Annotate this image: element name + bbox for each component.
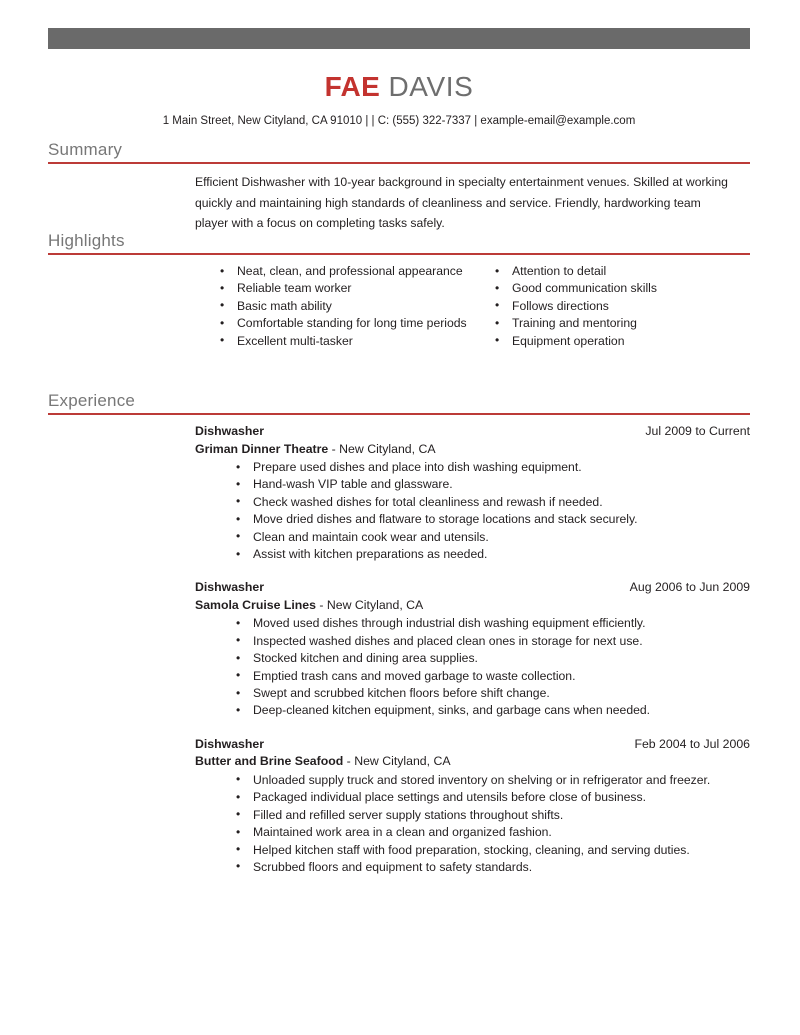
experience-company-name: Griman Dinner Theatre [195, 441, 329, 456]
experience-bullet-item: • Filled and refilled server supply stations throughout shifts. [236, 807, 750, 824]
experience-bullet-item: • Hand-wash VIP table and glassware. [236, 476, 750, 493]
experience-company-location: - New Cityland, CA [343, 754, 451, 769]
experience-bullet-item: • Check washed dishes for total cleanliness and rewash if needed. [236, 494, 750, 511]
highlights-column-right [495, 263, 750, 350]
experience-dates: Jul 2009 to Current [645, 424, 750, 438]
experience-company-row [195, 753, 750, 771]
experience-entry [195, 579, 750, 719]
experience-bullet-item: • Unloaded supply truck and stored inventory on shelving or in refrigerator and freezer. [236, 772, 750, 789]
highlight-item: • Excellent multi-tasker [220, 333, 475, 350]
experience-dates: Aug 2006 to Jun 2009 [629, 580, 750, 595]
experience-company-row [195, 441, 750, 459]
experience-entry [195, 736, 750, 876]
section-summary-title: Summary [48, 140, 123, 159]
section-experience [48, 391, 750, 876]
experience-bullet-item: • Inspected washed dishes and placed clean ones in storage for next use. [236, 633, 750, 650]
experience-job-title: Dishwasher [195, 580, 265, 595]
experience-company-name: Butter and Brine Seafood [195, 754, 344, 769]
highlights-list-right [495, 263, 750, 350]
last-name: DAVIS [388, 71, 474, 102]
highlight-item: • Training and mentoring [495, 315, 750, 332]
page-title [48, 70, 750, 104]
highlight-item: • Neat, clean, and professional appearance [220, 263, 475, 280]
experience-bullet-item: • Prepare used dishes and place into dish washing equipment. [236, 459, 750, 476]
section-highlights-body [48, 255, 750, 383]
experience-bullet-item: • Emptied trash cans and moved garbage to waste collection. [236, 668, 750, 685]
experience-bullet-item: • Deep-cleaned kitchen equipment, sinks, and garbage cans when needed. [236, 702, 750, 719]
experience-bullet-item: • Packaged individual place settings and utensils before close of business. [236, 789, 750, 806]
highlight-item: • Reliable team worker [220, 280, 475, 297]
experience-company-location: - New Cityland, CA [328, 441, 436, 456]
highlights-column-left [220, 263, 475, 350]
header-accent-band [48, 28, 750, 49]
highlights-columns [195, 263, 750, 383]
experience-bullet-list [195, 772, 750, 876]
experience-bullet-list [195, 459, 750, 563]
summary-paragraph: Efficient Dishwasher with 10-year background in specialty entertainment venues. Skilled at working quickly and maintaining high standards of cleanliness and service. Friendly, hardworking team player with a focus on completing tasks safely. [195, 175, 728, 230]
experience-bullet-item: • Moved used dishes through industrial dish washing equipment efficiently. [236, 615, 750, 632]
experience-company-row [195, 597, 750, 615]
experience-title-row [195, 579, 750, 597]
experience-entry [195, 423, 750, 563]
experience-bullet-item: • Assist with kitchen preparations as needed. [236, 546, 750, 563]
highlight-item: • Comfortable standing for long time periods [220, 315, 475, 332]
highlight-item: • Good communication skills [495, 280, 750, 297]
highlights-list-left [220, 263, 475, 350]
experience-dates: Feb 2004 to Jul 2006 [634, 736, 750, 751]
experience-bullet-item: • Maintained work area in a clean and organized fashion. [236, 824, 750, 841]
first-name: FAE [324, 71, 381, 102]
experience-bullet-item: • Helped kitchen staff with food preparation, stocking, cleaning, and serving duties. [236, 842, 750, 859]
experience-bullet-item: • Stocked kitchen and dining area supplies. [236, 650, 750, 667]
experience-company-location: - New Cityland, CA [315, 597, 424, 612]
experience-job-title: Dishwasher [195, 424, 265, 438]
highlight-item: • Equipment operation [495, 333, 750, 350]
experience-bullet-item: • Clean and maintain cook wear and utensils. [236, 529, 750, 546]
experience-title-row [195, 423, 750, 441]
highlight-item: • Basic math ability [220, 298, 475, 315]
highlight-item: • Follows directions [495, 298, 750, 315]
experience-job-list [195, 423, 750, 876]
experience-title-row [195, 736, 750, 754]
section-experience-title: Experience [48, 391, 136, 410]
experience-bullet-item: • Move dried dishes and flatware to storage locations and stack securely. [236, 511, 750, 528]
section-summary [48, 140, 750, 234]
experience-company-name: Samola Cruise Lines [195, 597, 316, 612]
experience-bullet-list [195, 615, 750, 719]
section-experience-body [48, 415, 750, 876]
section-highlights-title: Highlights [48, 231, 125, 250]
section-highlights [48, 231, 750, 383]
highlight-item: • Attention to detail [495, 263, 750, 280]
contact-info: 1 Main Street, New Cityland, CA 91010 | | C: (555) 322-7337 | example-email@example.com [162, 115, 636, 127]
experience-bullet-item: • Swept and scrubbed kitchen floors before shift change. [236, 685, 750, 702]
experience-bullet-item: • Scrubbed floors and equipment to safety standards. [236, 859, 750, 876]
section-summary-body [48, 164, 750, 234]
experience-job-title: Dishwasher [195, 736, 265, 751]
